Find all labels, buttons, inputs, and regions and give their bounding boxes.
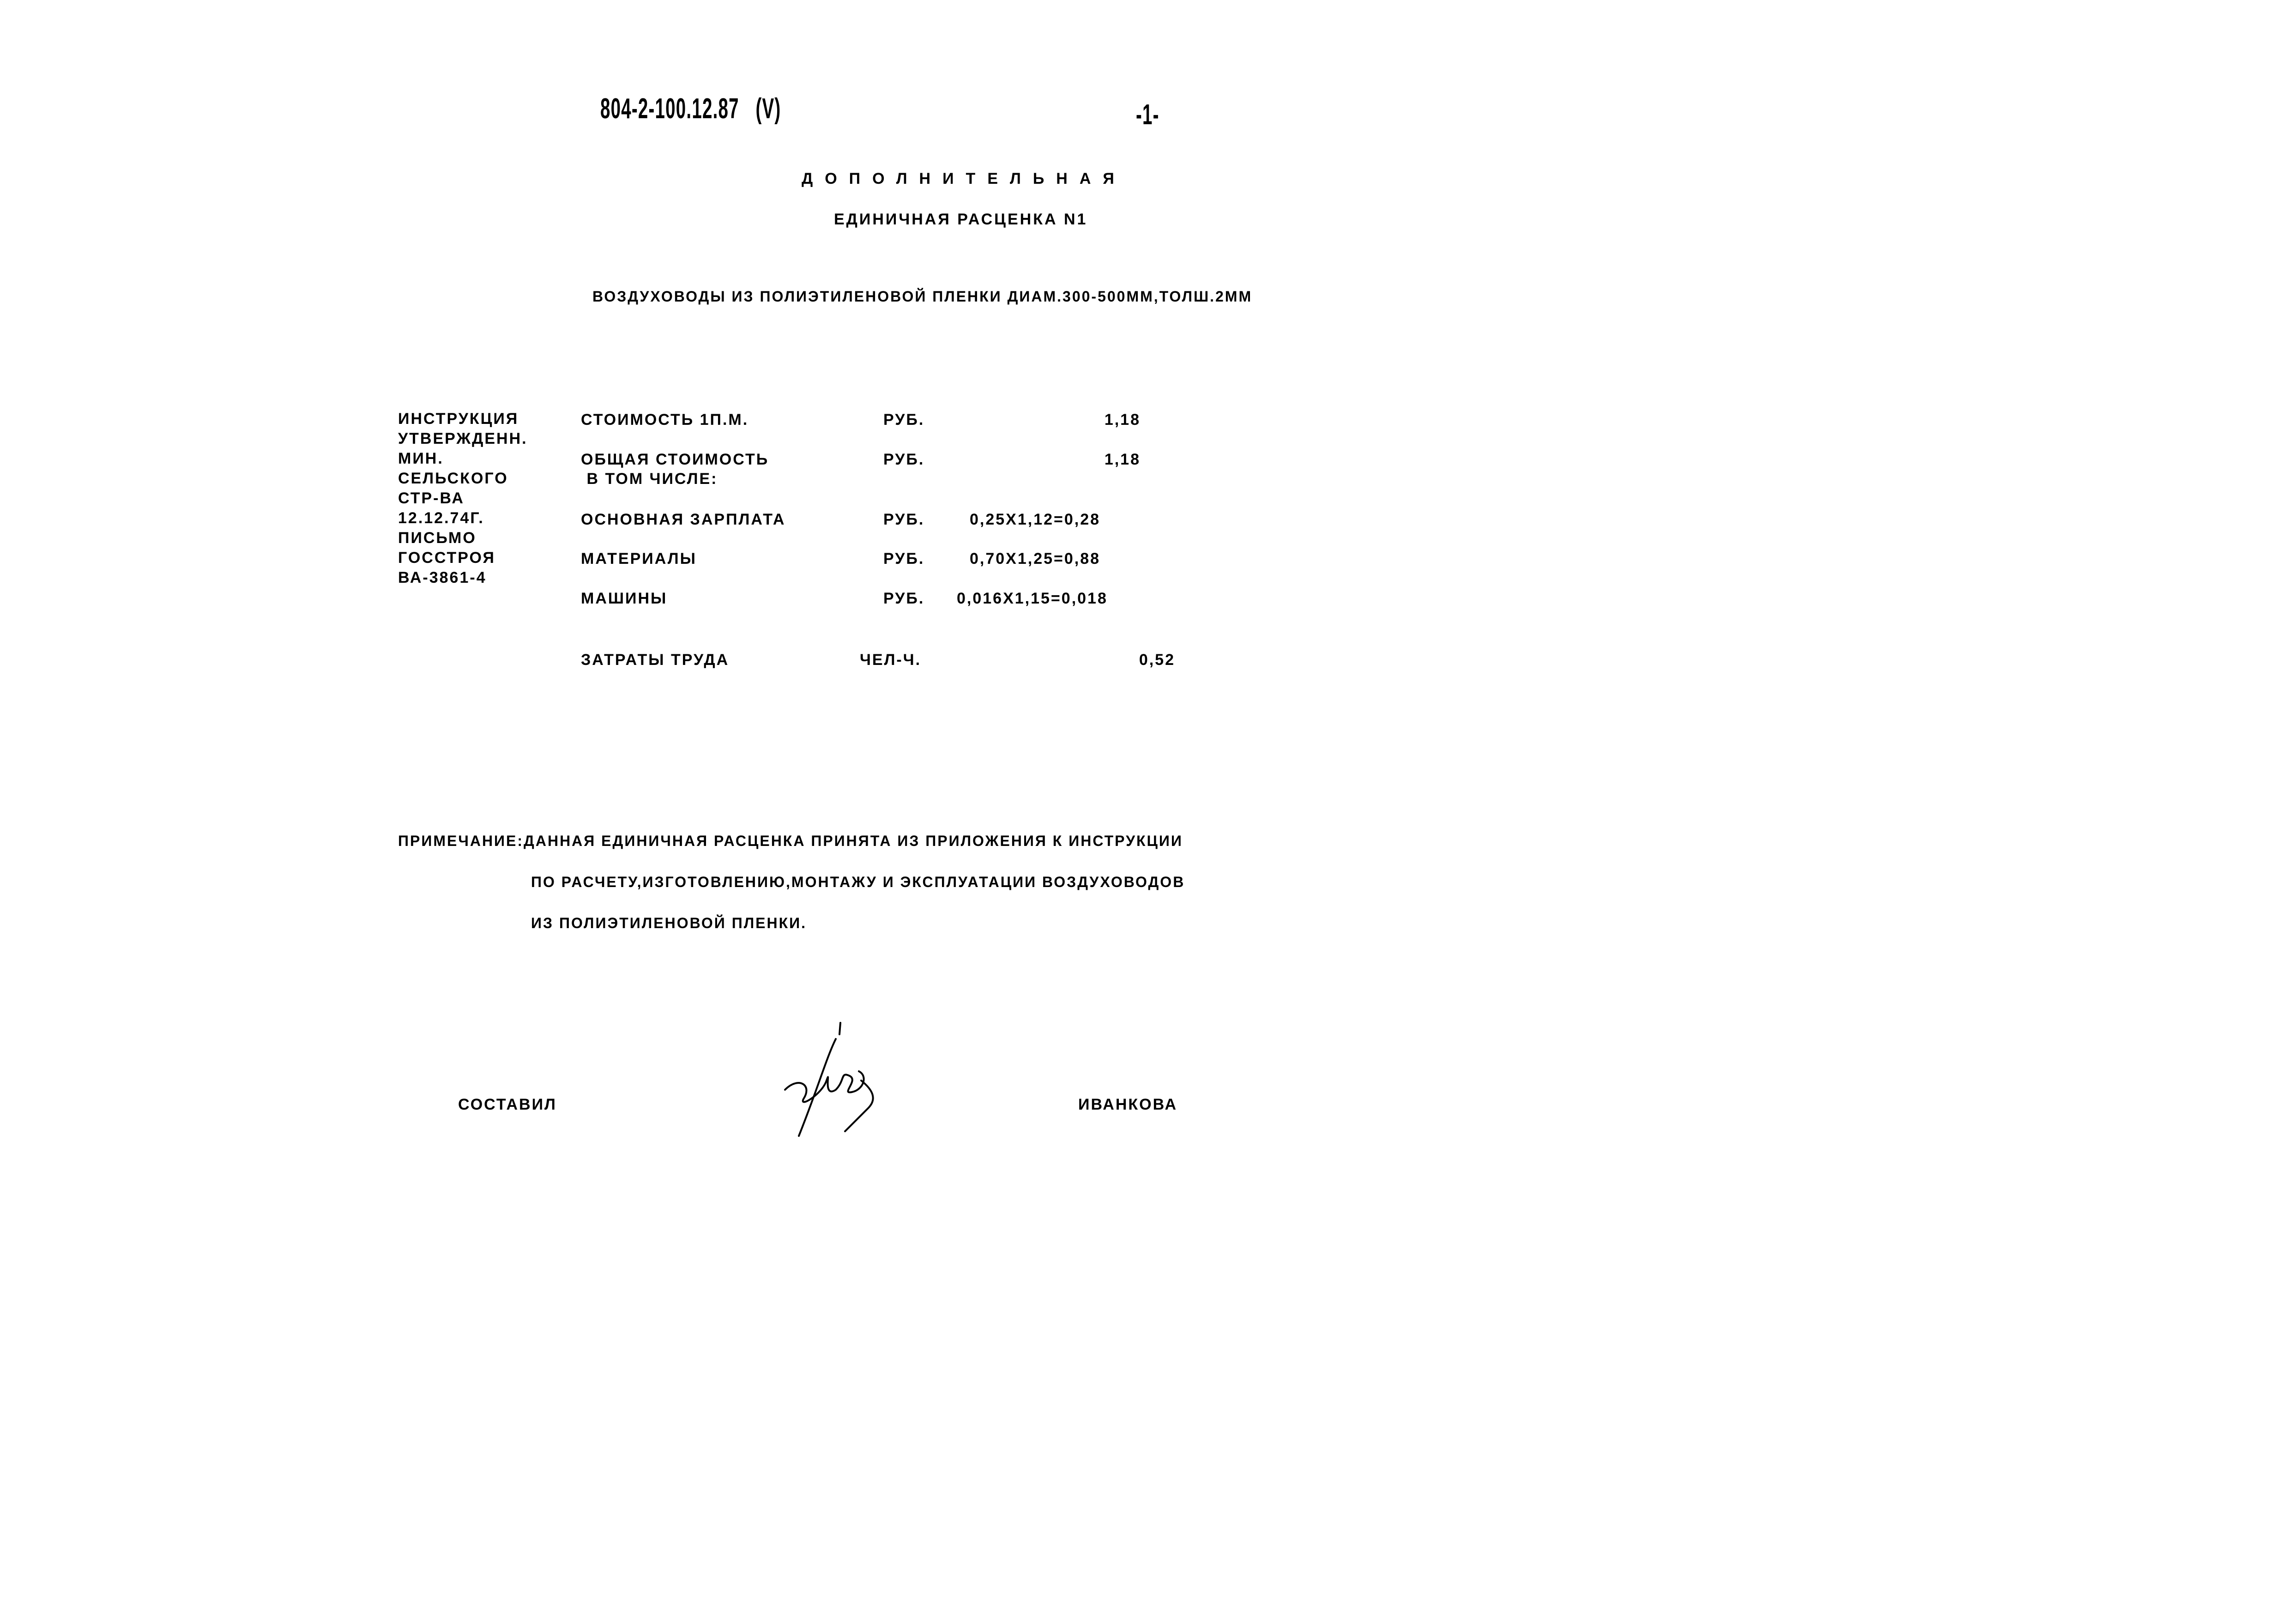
row-value: 0,25X1,12=0,28	[970, 511, 1101, 528]
page-number: -1-	[1136, 99, 1159, 131]
source-line: 12.12.74Г.	[398, 509, 484, 527]
row-label: МАТЕРИАЛЫ	[581, 550, 697, 567]
row-unit: РУБ.	[883, 550, 925, 567]
row-value: 0,70X1,25=0,88	[970, 550, 1101, 567]
row-label: МАШИНЫ	[581, 590, 668, 607]
document-code	[600, 95, 781, 123]
row-label: ОСНОВНАЯ ЗАРПЛАТА	[581, 511, 786, 528]
subject-title: ВОЗДУХОВОДЫ ИЗ ПОЛИЭТИЛЕНОВОЙ ПЛЕНКИ ДИАМ.300-500ММ,ТОЛШ.2ММ	[592, 288, 1253, 305]
row-label: СТОИМОСТЬ 1П.М.	[581, 411, 749, 429]
heading-line2: ЕДИНИЧНАЯ РАСЦЕНКА N1	[834, 211, 1088, 228]
source-line: СЕЛЬСКОГО	[398, 470, 508, 487]
row-value: 1,18	[1104, 451, 1141, 468]
source-line: ГОССТРОЯ	[398, 549, 495, 567]
doc-variant: (V)	[755, 93, 781, 125]
source-line: ПИСЬМО	[398, 529, 477, 547]
row-label: ОБЩАЯ СТОИМОСТЬ	[581, 451, 769, 468]
note-line1: ПРИМЕЧАНИЕ:ДАННАЯ ЕДИНИЧНАЯ РАСЦЕНКА ПРИНЯТА ИЗ ПРИЛОЖЕНИЯ К ИНСТРУКЦИИ	[398, 833, 1183, 849]
source-line: ИНСТРУКЦИЯ	[398, 410, 519, 428]
row-value: 0,52	[1139, 651, 1175, 669]
row-unit: РУБ.	[883, 451, 925, 468]
source-line: УТВЕРЖДЕНН.	[398, 430, 528, 447]
row-label: В ТОМ ЧИСЛЕ:	[581, 470, 718, 488]
row-unit: РУБ.	[883, 411, 925, 429]
row-value: 0,016X1,15=0,018	[957, 590, 1108, 607]
heading-line1: ДОПОЛНИТЕЛЬНАЯ	[802, 170, 1126, 187]
note-line3: ИЗ ПОЛИЭТИЛЕНОВОЙ ПЛЕНКИ.	[531, 915, 807, 931]
compiler-name: ИВАНКОВА	[1078, 1096, 1178, 1113]
source-line: СТР-ВА	[398, 489, 465, 507]
signature-icon	[771, 1020, 887, 1141]
note-line2: ПО РАСЧЕТУ,ИЗГОТОВЛЕНИЮ,МОНТАЖУ И ЭКСПЛУАТАЦИИ ВОЗДУХОВОДОВ	[531, 874, 1185, 890]
row-unit: РУБ.	[883, 511, 925, 528]
source-line: МИН.	[398, 450, 444, 467]
source-line: ВА-3861-4	[398, 569, 487, 586]
doc-code: 804-2-100.12.87	[600, 93, 739, 125]
row-unit: РУБ.	[883, 590, 925, 607]
row-label: ЗАТРАТЫ ТРУДА	[581, 651, 730, 669]
compiled-by-label: СОСТАВИЛ	[458, 1096, 557, 1113]
row-unit: ЧЕЛ-Ч.	[860, 651, 922, 669]
source-reference	[398, 411, 528, 590]
row-value: 1,18	[1104, 411, 1141, 429]
